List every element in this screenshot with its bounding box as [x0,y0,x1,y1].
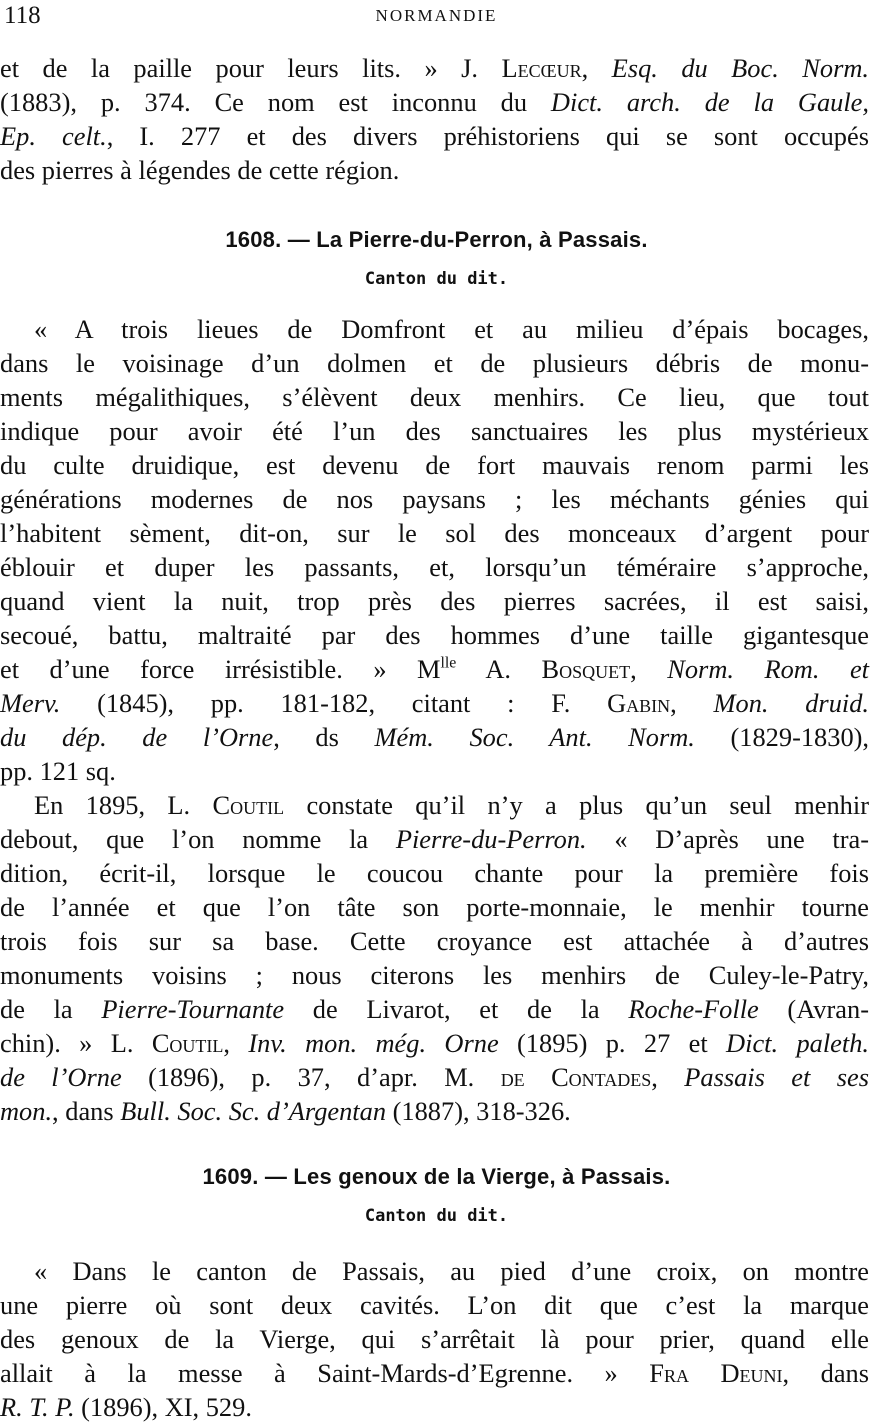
page-number: 118 [4,2,41,29]
text-line: une pierre où sont deux cavités. L’on dit que c’est la marque [0,1290,869,1320]
text-line: monuments voisins ; nous citerons les menhirs de Culey-le-Patry, [0,960,869,990]
text-line: chin). » L. Coutil, Inv. mon. még. Orne (1895) p. 27 et Dict. paleth. [0,1028,870,1058]
text-line: et d’une force irrésistible. » $M^{lle}$ A. Bosquet, Norm. Rom. et [0,654,869,684]
text-line: générations modernes de nos paysans ; les méchants génies qui [0,484,869,514]
entry-subheading-1609: Canton du dit. [364,1206,509,1226]
text-line: éblouir et duper les passants, et, lorsqu’un téméraire s’approche, [0,552,869,582]
entry-heading-1608: 1608. — La Pierre-du-Perron, à Passais. [225,227,648,252]
text-line: dition, écrit-il, lorsque le coucou chante pour la première fois [0,858,869,888]
text-line: quand vient la nuit, trop près des pierres sacrées, il est saisi, [0,586,869,616]
text-line: de l’Orne (1896), p. 37, d’apr. M. de Contades, Passais et ses [0,1062,869,1092]
text-line: de la Pierre-Tournante de Livarot, et de la Roche-Folle (Avran- [0,994,869,1024]
text-line: pp. 121 sq. [0,756,116,786]
text-line: R. T. P. (1896), XI, 529. [0,1392,252,1422]
text-line: et de la paille pour leurs lits. » J. Lecœur, Esq. du Boc. Norm. [0,53,870,83]
text-line: dans le voisinage d’un dolmen et de plusieurs débris de monu- [0,348,869,378]
entry-subheading-1608: Canton du dit. [364,269,509,289]
text-line: « A trois lieues de Domfront et au milieu d’épais bocages, [34,314,869,344]
text-line: des genoux de la Vierge, qui s’arrêtait là pour prier, quand elle [0,1324,869,1354]
text-line: ments mégalithiques, s’élèvent deux menhirs. Ce lieu, que tout [0,382,869,412]
page-header [0,0,873,34]
text-line: allait à la messe à Saint-Mards-d’Egrenne. » Fra Deuni, dans [0,1358,869,1388]
text-line: des pierres à légendes de cette région. [0,155,400,185]
text-line: mon., dans Bull. Soc. Sc. d’Argentan (1887), 318-326. [0,1096,571,1126]
text-line: (1883), p. 374. Ce nom est inconnu du Dict. arch. de la Gaule, [0,87,869,117]
running-title: NORMANDIE [375,6,498,25]
text-line: du culte druidique, est devenu de fort mauvais renom parmi les [0,450,869,480]
text-line: Merv. (1845), pp. 181-182, citant : F. Gabin, Mon. druid. [0,688,870,718]
text-line: Ep. celt., I. 277 et des divers préhistoriens qui se sont occupés [0,121,869,151]
entry-heading-1609: 1609. — Les genoux de la Vierge, à Passais. [202,1164,671,1189]
text-line: En 1895, L. Coutil constate qu’il n’y a plus qu’un seul menhir [34,790,869,820]
text-line: trois fois sur sa base. Cette croyance est attachée à d’autres [0,926,869,956]
text-line: du dép. de l’Orne, ds Mém. Soc. Ant. Norm. (1829-1830), [0,722,870,752]
text-line: l’habitent sèment, dit-on, sur le sol des monceaux d’argent pour [0,518,869,548]
text-line: debout, que l’on nomme la Pierre-du-Perron. « D’après une tra- [0,824,869,854]
text-line: indique pour avoir été l’un des sanctuaires les plus mystérieux [0,416,869,446]
text-line: « Dans le canton de Passais, au pied d’une croix, on montre [34,1256,869,1286]
text-line: secoué, battu, maltraité par des hommes d’une taille gigantesque [0,620,869,650]
text-line: de l’année et que l’on tâte son porte-monnaie, le menhir tourne [0,892,869,922]
